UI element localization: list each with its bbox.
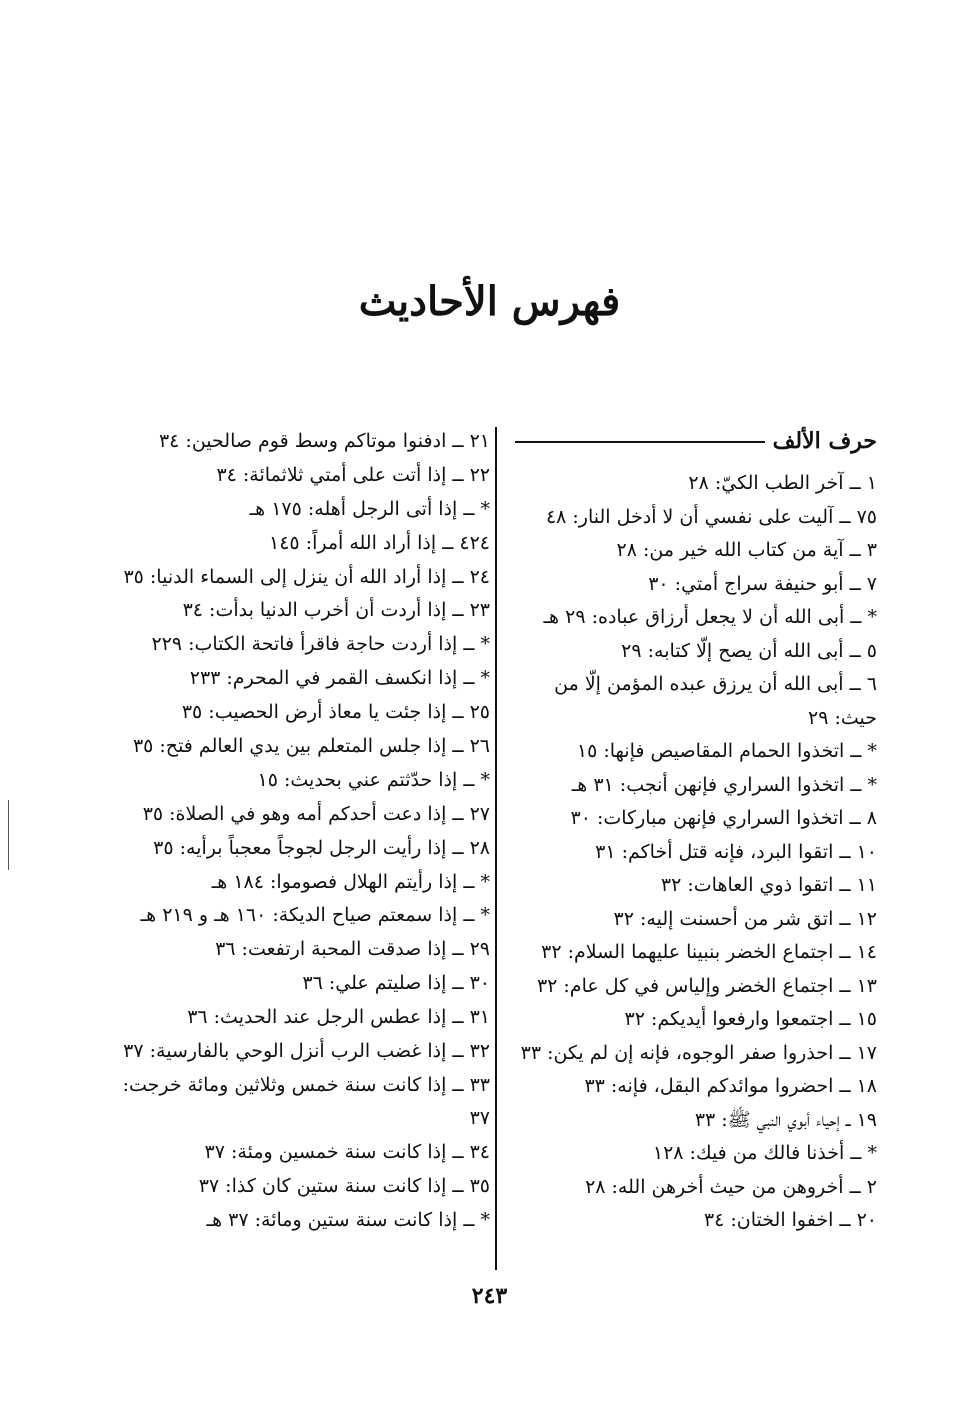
entry-list-left [100, 425, 490, 1238]
index-entry: ٤٢٤ ــ إذا أراد الله أمراً: ١٤٥ [269, 531, 490, 554]
section-heading-row [515, 425, 877, 459]
index-entry: * ــ إذا حدّثتم عني بحديث: ١٥ [257, 768, 490, 791]
index-entry: ١ ــ آخر الطب الكيّ: ٢٨ [688, 472, 877, 494]
index-entry: ٢ ــ أخروهن من حيث أخرهن الله: ٢٨ [585, 1175, 877, 1198]
index-entry: ٣١ ــ إذا عطس الرجل عند الحديث: ٣٦ [187, 1006, 490, 1029]
index-entry: ٣٤ ــ إذا كانت سنة خمسين ومئة: ٣٧ [204, 1141, 490, 1164]
index-entry: ٢٠ ــ اخفوا الختان: ٣٤ [703, 1209, 877, 1231]
index-entry: * ــ إذا رأيتم الهلال فصوموا: ١٨٤ هـ [211, 870, 490, 893]
index-entry: ١٤ ــ اجتماع الخضر بنبينا عليهما السلام: ٣٢ [541, 941, 877, 963]
index-entry: ١٢ ــ اتق شر من أحسنت إليه: ٣٢ [613, 907, 877, 930]
index-entry: ٣٣ ــ إذا كانت سنة خمس وثلاثين ومائة خرجت: ٣٧ [122, 1073, 490, 1130]
section-heading: حرف الألف [772, 428, 877, 455]
index-entry: ١٥ ــ اجتمعوا وارفعوا أيديكم: ٣٢ [624, 1008, 877, 1030]
index-entry: ٢٧ ــ إذا دعت أحدكم أمه وهو في الصلاة: ٣٥ [142, 802, 490, 825]
index-entry: * ــ أخذنا فالك من فيك: ١٢٨ [652, 1142, 877, 1164]
index-entry: * ــ أبى الله أن لا يجعل أرزاق عباده: ٢٩ هـ [543, 606, 877, 628]
index-entry: ٧٥ ــ آليت على نفسي أن لا أدخل النار: ٤٨ [545, 505, 877, 528]
index-entry: * ــ اتخذوا السراري فإنهن أنجب: ٣١ هـ [571, 773, 877, 796]
index-entry: ٢٨ ــ إذا رأيت الرجل لجوجاً معجباً برأيه: ٣٥ [153, 836, 490, 859]
index-entry: * ــ اتخذوا الحمام المقاصيص فإنها: ١٥ [576, 740, 877, 762]
entry-list-right [515, 467, 877, 1238]
index-entry: ١٣ ــ اجتماع الخضر وإلياس في كل عام: ٣٢ [536, 974, 877, 997]
index-entry: ٢٤ ــ إذا أراد الله أن ينزل إلى السماء الدنيا: ٣٥ [123, 565, 490, 588]
index-column-right [515, 425, 877, 1238]
index-entry: ١٠ ــ اتقوا البرد، فإنه قتل أخاكم: ٣١ [595, 840, 877, 863]
index-entry: ١٧ ــ احذروا صفر الوجوه، فإنه إن لم يكن: ٣٣ [520, 1041, 877, 1064]
index-entry: * ــ إذا أتى الرجل أهله: ١٧٥ هـ [249, 497, 490, 520]
index-entry: ٨ ــ اتخذوا السراري فإنهن مباركات: ٣٠ [570, 807, 877, 829]
margin-mark [8, 800, 9, 870]
index-entry: ٣٠ ــ إذا صليتم علي: ٣٦ [302, 972, 490, 995]
index-entry: * ــ إذا كانت سنة ستين ومائة: ٣٧ هـ [206, 1209, 490, 1232]
index-entry: ٢٥ ــ إذا جئت يا معاذ أرض الحصيب: ٣٥ [181, 701, 490, 724]
index-entry: ٢٢ ــ إذا أتت على أمتي ثلاثمائة: ٣٤ [216, 463, 490, 486]
index-entry: ٢٩ ــ إذا صدقت المحبة ارتفعت: ٣٦ [215, 938, 490, 961]
heading-divider [515, 441, 765, 443]
index-entry: * ــ إذا أردت حاجة فاقرأ فاتحة الكتاب: ٢٢٩ [151, 633, 490, 656]
index-entry: ٦ ــ أبى الله أن يرزق عبده المؤمن إلّا من حيث: ٢٩ [554, 673, 877, 729]
index-entry: ١١ ــ اتقوا ذوي العاهات: ٣٢ [660, 874, 877, 896]
index-entry: ٥ ــ أبى الله أن يصح إلّا كتابه: ٢٩ [621, 639, 877, 662]
index-entry: ٢٣ ــ إذا أردت أن أخرب الدنيا بدأت: ٣٤ [182, 599, 490, 622]
index-entry: ١٩ ــ إحياء أبوي النبي ﷺ: ٣٣ [694, 1108, 877, 1131]
column-divider [495, 427, 497, 1270]
index-entry: ٧ ــ أبو حنيفة سراج أمتي: ٣٠ [648, 572, 877, 595]
page-title: فهرس الأحاديث [358, 278, 621, 325]
index-column-left [100, 425, 490, 1238]
index-entry: * ــ إذا سمعتم صياح الديكة: ١٦٠ هـ و ٢١٩ هـ [140, 904, 490, 927]
index-entry: ٢١ ــ ادفنوا موتاكم وسط قوم صالحين: ٣٤ [158, 430, 490, 452]
page-number: ٢٤٣ [471, 1283, 508, 1309]
index-entry: ٣ ــ آية من كتاب الله خير من: ٢٨ [616, 539, 877, 561]
index-entry: ٣٢ ــ إذا غضب الرب أنزل الوحي بالفارسية: ٣٧ [123, 1040, 490, 1063]
index-entry: ٢٦ ــ إذا جلس المتعلم بين يدي العالم فتح: ٣٥ [132, 735, 490, 758]
index-entry: ٣٥ ــ إذا كانت سنة ستين كان كذا: ٣٧ [198, 1175, 490, 1198]
index-entry: ١٨ ــ احضروا موائدكم البقل، فإنه: ٣٣ [584, 1075, 877, 1097]
index-entry: * ــ إذا انكسف القمر في المحرم: ٢٣٣ [189, 667, 490, 690]
